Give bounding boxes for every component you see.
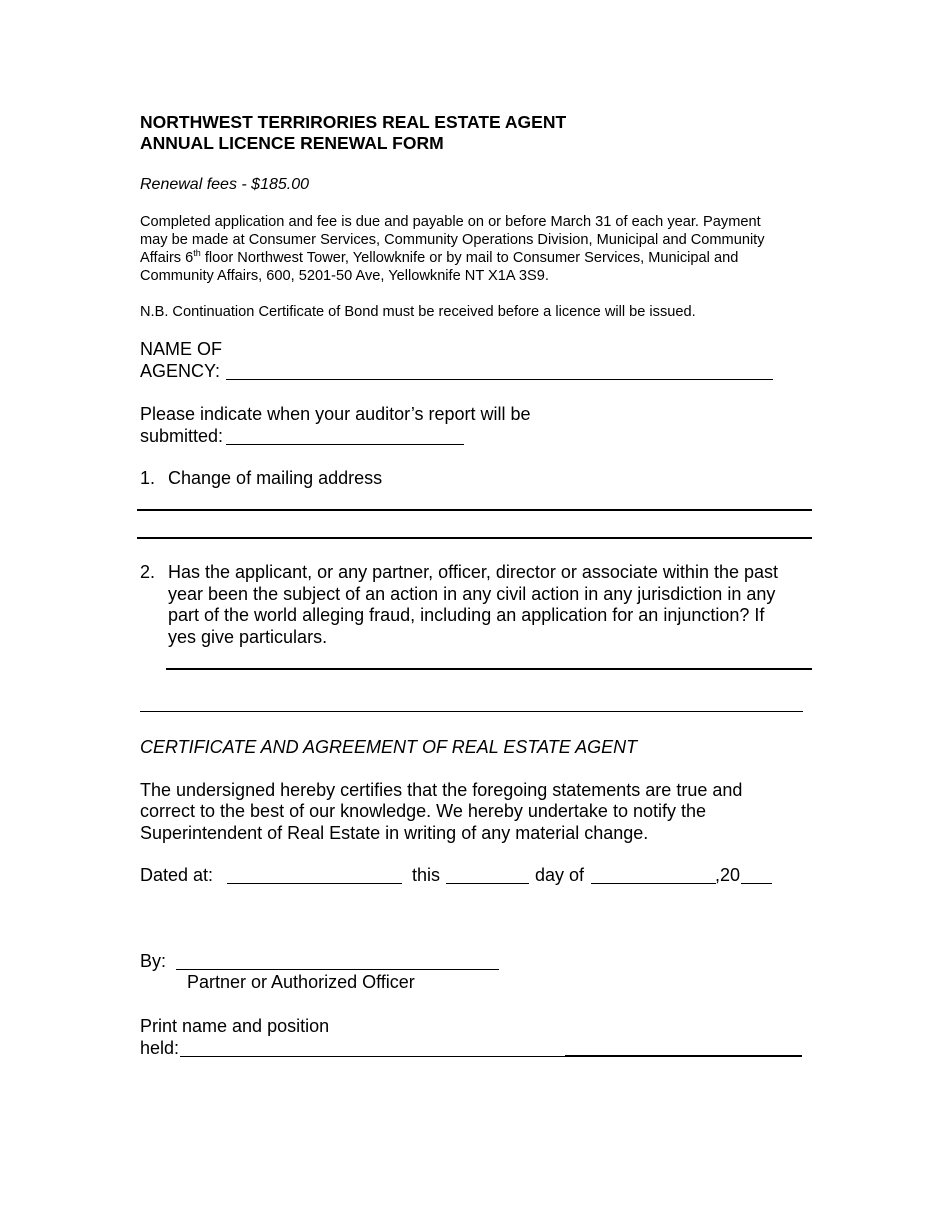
agency-name-field[interactable] — [226, 362, 773, 380]
month-field[interactable] — [591, 866, 716, 884]
nb-note: N.B. Continuation Certificate of Bond must be received before a licence will be issued. — [140, 304, 696, 320]
instructions-line3-sup: th — [193, 248, 201, 259]
signature-field[interactable] — [176, 952, 499, 970]
mailing-address-line-2[interactable] — [137, 537, 812, 539]
instructions-line4: Community Affairs, 600, 5201-50 Ave, Yellowknife NT X1A 3S9. — [140, 268, 549, 284]
instructions-line2: may be made at Consumer Services, Community Operations Division, Municipal and Community — [140, 232, 765, 248]
print-name-label-line2: held: — [140, 1038, 180, 1058]
q2-line1: Has the applicant, or any partner, officer, director or associate within the past — [168, 562, 778, 582]
by-caption: Partner or Authorized Officer — [187, 972, 415, 992]
form-title-line1: NORTHWEST TERRIRORIES REAL ESTATE AGENT — [140, 112, 567, 132]
renewal-fees: Renewal fees - $185.00 — [140, 176, 309, 193]
print-name-field-extension[interactable] — [565, 1055, 802, 1057]
instructions-line3-post: floor Northwest Tower, Yellowknife or by mail to Consumer Services, Municipal and — [200, 250, 739, 266]
certificate-line3: Superintendent of Real Estate in writing of any material change. — [140, 823, 649, 843]
this-label: this — [412, 865, 441, 885]
year-prefix: ,20 — [715, 865, 741, 885]
form-title-line2: ANNUAL LICENCE RENEWAL FORM — [140, 133, 444, 153]
instructions-line3-pre: Affairs 6 — [140, 250, 194, 266]
auditor-label-line2: submitted: — [140, 426, 224, 446]
instructions-line3 — [140, 249, 738, 267]
year-field[interactable] — [741, 866, 772, 884]
auditor-label-line1: Please indicate when your auditor’s report will be — [140, 404, 531, 424]
q2-number: 2. — [140, 562, 156, 582]
particulars-line-1[interactable] — [166, 668, 812, 670]
q2-line3: part of the world alleging fraud, including an application for an injunction? If — [168, 605, 765, 625]
q2-line4: yes give particulars. — [168, 627, 328, 647]
instructions-line1: Completed application and fee is due and payable on or before March 31 of each year. Payment — [140, 214, 761, 230]
particulars-line-2[interactable] — [140, 711, 803, 712]
dated-at-label: Dated at: — [140, 865, 214, 885]
print-name-label-line1: Print name and position — [140, 1016, 330, 1036]
certificate-line2: correct to the best of our knowledge. We hereby undertake to notify the — [140, 801, 706, 821]
certificate-heading: CERTIFICATE AND AGREEMENT OF REAL ESTATE AGENT — [140, 737, 638, 757]
print-name-field[interactable] — [180, 1039, 565, 1057]
agency-label-line1: NAME OF — [140, 339, 223, 359]
q1-text: Change of mailing address — [168, 468, 383, 488]
agency-label-line2: AGENCY: — [140, 361, 221, 381]
dated-at-field[interactable] — [227, 866, 402, 884]
day-of-label: day of — [535, 865, 585, 885]
mailing-address-line-1[interactable] — [137, 509, 812, 511]
by-label: By: — [140, 951, 167, 971]
q1-number: 1. — [140, 468, 156, 488]
day-field[interactable] — [446, 866, 529, 884]
certificate-line1: The undersigned hereby certifies that the foregoing statements are true and — [140, 780, 743, 800]
q2-line2: year been the subject of an action in any civil action in any jurisdiction in any — [168, 584, 776, 604]
auditor-date-field[interactable] — [226, 427, 464, 445]
